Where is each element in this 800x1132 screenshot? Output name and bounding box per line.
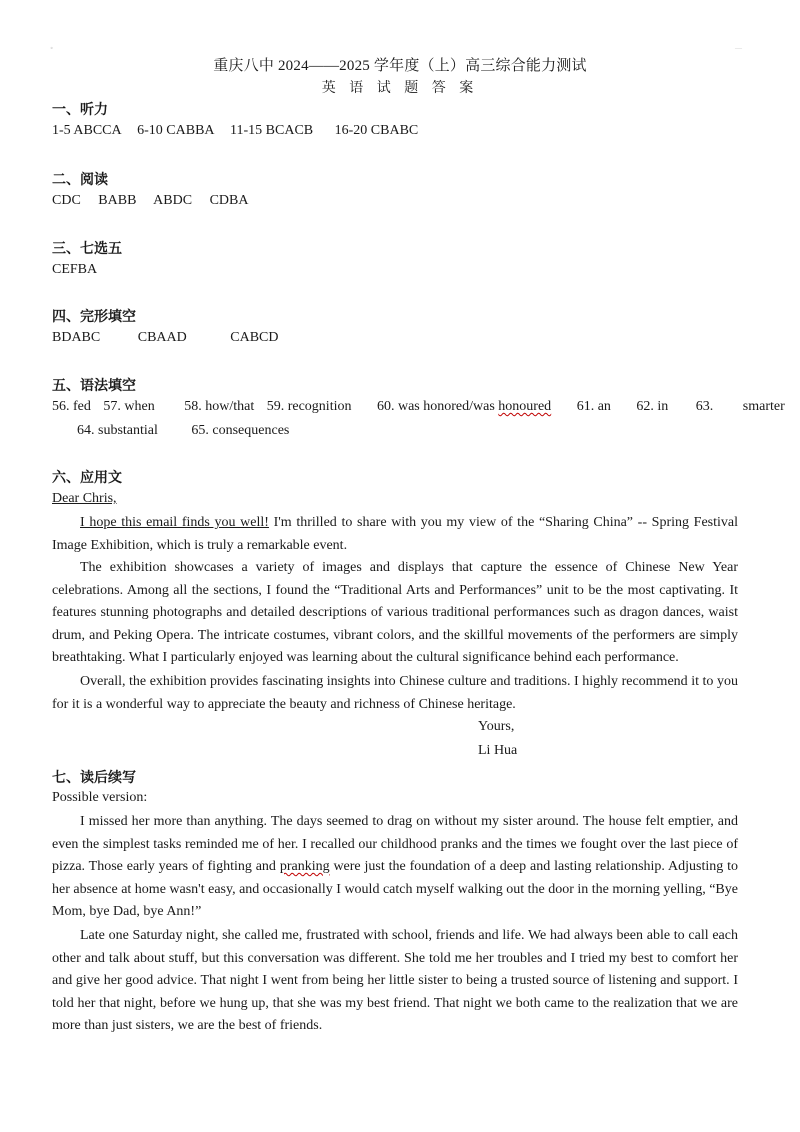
answer-group: BABB xyxy=(98,193,137,208)
section-heading-listening: 一、听力 xyxy=(52,102,108,118)
letter-paragraph xyxy=(52,557,738,670)
answer-group: 11-15 BCACB xyxy=(230,123,314,138)
answer-group: CBAAD xyxy=(137,330,187,345)
answer-item: 56. fed xyxy=(52,399,91,414)
letter-paragraph-text: The exhibition showcases a variety of images and displays that capture the essence of Chinese New Year celebrations. Among all the sections, I found the “Traditional Arts and Performances” unit to be the most captivating. It features stunning photographs and detailed descriptions of various traditional performances such as dragon dances, waist drum, and Peking Opera. The intricate costumes, vibrant colors, and the skillful movements of the performers are simply breathtaking. What I particularly enjoyed was learning about the cultural significance behind each performance. xyxy=(52,560,738,666)
answer-group: CABCD xyxy=(230,330,279,345)
continuation-text: Late one Saturday night, she called me, frustrated with school, friends and life. We had always been able to call each other and talk about stuff, but this conversation was different. She told me her troubles and I tried my best to comfort her and give her good advice. That night I went from being her little sister to being a trusted source of listening and support. I told her that night, before we hung up, that she was my best friend. That night we both came to the realization that we are more than just sisters, we are the best of friends. xyxy=(52,928,738,1034)
page-title: 重庆八中 2024——2025 学年度（上）高三综合能力测试 xyxy=(213,58,587,74)
answer-item: 60. was honored/was xyxy=(376,399,499,414)
continuation-text: I missed her more than anything. The days seemed to drag on without my sister around. The house felt emptier, and even the simplest tasks reminded me of her. I recalled our childhood pranks and the times we fought over the last piece of pizza. Those early years of fighting and xyxy=(52,814,738,875)
section-heading-seven-five: 三、七选五 xyxy=(52,241,122,257)
answer-item: 65. consequences xyxy=(191,423,290,438)
section-heading-writing: 六、应用文 xyxy=(52,470,122,486)
answer-item: 64. substantial xyxy=(77,423,158,438)
possible-version-label: Possible version: xyxy=(52,790,148,805)
letter-paragraph xyxy=(52,671,738,716)
corner-mark-right: — xyxy=(735,44,742,52)
answer-item: smarter xyxy=(742,399,785,414)
reading-answers xyxy=(52,193,248,209)
letter-closing: Yours, xyxy=(478,719,515,734)
corner-mark-left: ∘ xyxy=(50,44,54,52)
letter-paragraph xyxy=(52,512,738,557)
answer-group: 1-5 ABCCA xyxy=(52,123,122,138)
answer-group: 16-20 CBABC xyxy=(334,123,419,138)
section-heading-continuation: 七、读后续写 xyxy=(52,770,136,786)
page-subtitle: 英 语 试 题 答 案 xyxy=(321,81,479,96)
grammar-answers-row2 xyxy=(77,423,289,439)
answer-item: 57. when xyxy=(103,399,155,414)
answer-group: CDC xyxy=(52,193,81,208)
answer-group: CDBA xyxy=(209,193,249,208)
seven-five-answer: CEFBA xyxy=(52,262,98,277)
continuation-spellcheck-word: pranking xyxy=(279,859,330,875)
section-heading-cloze: 四、完形填空 xyxy=(52,309,136,325)
grammar-answers-row1 xyxy=(52,399,785,415)
answer-item: 62. in xyxy=(636,399,669,414)
letter-signature xyxy=(478,743,517,759)
continuation-text: were just the foundation of a deep and lasting relationship. Adjusting to her absence at home wasn't easy, and occasionally I would catch myself walking out the door in the morning yelling, “Bye Mom, bye Dad, bye Ann!” xyxy=(52,859,738,920)
answer-item: 63. xyxy=(695,399,714,414)
answer-group: BDABC xyxy=(52,330,101,345)
answer-item: 59. recognition xyxy=(266,399,352,414)
continuation-paragraph xyxy=(52,811,738,924)
listening-answers xyxy=(52,123,418,139)
section-heading-reading: 二、阅读 xyxy=(52,172,108,188)
cloze-answers xyxy=(52,330,278,346)
continuation-paragraph xyxy=(52,925,738,1038)
answer-item: 61. an xyxy=(576,399,611,414)
answer-item-spellcheck: honoured xyxy=(498,399,552,414)
answer-item: 58. how/that xyxy=(184,399,255,414)
answer-group: ABDC xyxy=(153,193,193,208)
letter-greeting: Dear Chris, xyxy=(52,491,117,506)
answer-group: 6-10 CABBA xyxy=(137,123,215,138)
signature-name: Li Hua xyxy=(478,743,518,758)
letter-paragraph-text: I'm thrilled to share with you my view of the “Sharing China” -- Spring Festival Image Exhibition, which is truly a remarkable event. xyxy=(52,515,739,553)
letter-paragraph-text: Overall, the exhibition provides fascinating insights into Chinese culture and traditions. I highly recommend it to you for it is a wonderful way to appreciate the beauty and richness of Chinese heritage. xyxy=(52,674,738,712)
section-heading-grammar: 五、语法填空 xyxy=(52,378,136,394)
letter-opening-underlined: I hope this email finds you well! xyxy=(80,515,269,530)
